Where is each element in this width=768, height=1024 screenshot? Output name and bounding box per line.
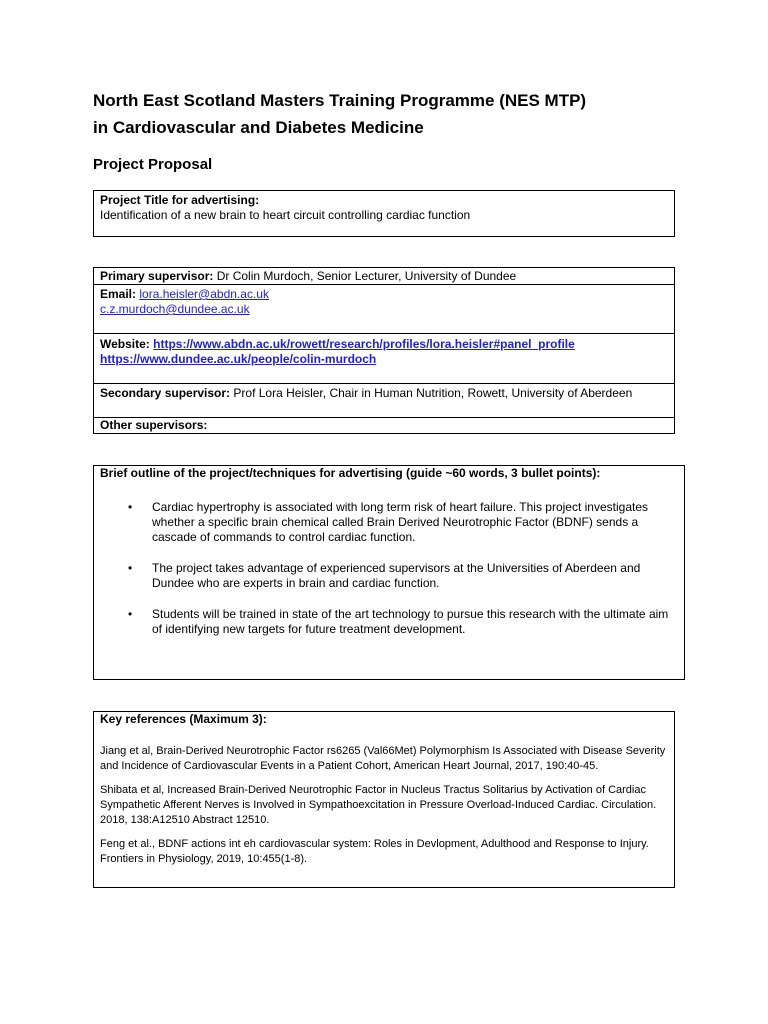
- email-link-heisler[interactable]: lora.heisler@abdn.ac.uk: [139, 287, 269, 301]
- email-row: [94, 285, 674, 334]
- document-title-line-2: in Cardiovascular and Diabetes Medicine: [93, 118, 424, 137]
- reference-item-3: Feng et al., BDNF actions int eh cardiovascular system: Roles in Devlopment, Adulthood and Response to Injury. Frontiers in Physiology, 2019, 10:455(1-8).: [100, 838, 649, 865]
- bullet-icon: •: [128, 500, 133, 514]
- outline-label: Brief outline of the project/techniques for advertising (guide ~60 words, 3 bullet points):: [100, 466, 601, 480]
- outline-bullet-3: • Students will be trained in state of the art technology to pursue this research with the ultimate aim of identifying new targets for future treatment development.: [128, 607, 669, 636]
- outline-bullet-list: [100, 500, 678, 637]
- references-box: [93, 711, 675, 888]
- email-label: Email:: [100, 287, 137, 301]
- website-link-abdn[interactable]: https://www.abdn.ac.uk/rowett/research/profiles/lora.heisler#panel_profile: [153, 337, 575, 351]
- reference-item-2: Shibata et al, Increased Brain-Derived Neurotrophic Factor in Nucleus Tractus Solitarius by Activation of Cardiac Sympathetic Afferent Nerves is Involved in Sympathoexcitation in Pressure Overload-Induced Cardiac. Circulation. 2018, 138:A12510 Abstract 12510.: [100, 784, 657, 826]
- reference-item-1: Jiang et al, Brain-Derived Neurotrophic Factor rs6265 (Val66Met) Polymorphism Is Associated with Disease Severity and Incidence of Cardiovascular Events in a Patient Cohort, American Heart Journal, 2017, 190:40-45.: [100, 745, 666, 772]
- secondary-supervisor-row: [94, 384, 674, 418]
- other-supervisors-row: [94, 418, 674, 433]
- outline-bullet-1: • Cardiac hypertrophy is associated with long term risk of heart failure. This project investigates whether a specific brain chemical called Brain Derived Neurotrophic Factor (BDNF) sends a cascade of commands to control cardiac function.: [128, 500, 649, 544]
- outline-box: [93, 465, 685, 680]
- other-supervisors-label: Other supervisors:: [100, 418, 208, 432]
- bullet-icon: •: [128, 561, 133, 575]
- secondary-supervisor-label: Secondary supervisor:: [100, 386, 231, 400]
- website-row: [94, 334, 674, 384]
- website-label: Website:: [100, 337, 150, 351]
- project-title-box: [93, 190, 675, 237]
- primary-supervisor-row: [94, 268, 674, 285]
- bullet-icon: •: [128, 607, 133, 621]
- website-link-dundee[interactable]: https://www.dundee.ac.uk/people/colin-murdoch: [100, 352, 377, 366]
- section-heading: Project Proposal: [93, 156, 213, 173]
- email-link-murdoch[interactable]: c.z.murdoch@dundee.ac.uk: [100, 302, 250, 316]
- primary-supervisor-value: Dr Colin Murdoch, Senior Lecturer, University of Dundee: [213, 269, 517, 283]
- secondary-supervisor-value: Prof Lora Heisler, Chair in Human Nutrition, Rowett, University of Aberdeen: [230, 386, 633, 400]
- primary-supervisor-label: Primary supervisor:: [100, 269, 214, 283]
- supervisors-table: [93, 267, 675, 434]
- outline-bullet-2: • The project takes advantage of experienced supervisors at the Universities of Aberdeen and Dundee who are experts in brain and cardiac function.: [128, 561, 641, 590]
- references-label: Key references (Maximum 3):: [100, 712, 267, 726]
- document-title-line-1: North East Scotland Masters Training Programme (NES MTP): [93, 91, 587, 110]
- project-title-label: Project Title for advertising:: [100, 193, 260, 207]
- project-title-value: Identification of a new brain to heart circuit controlling cardiac function: [100, 208, 471, 222]
